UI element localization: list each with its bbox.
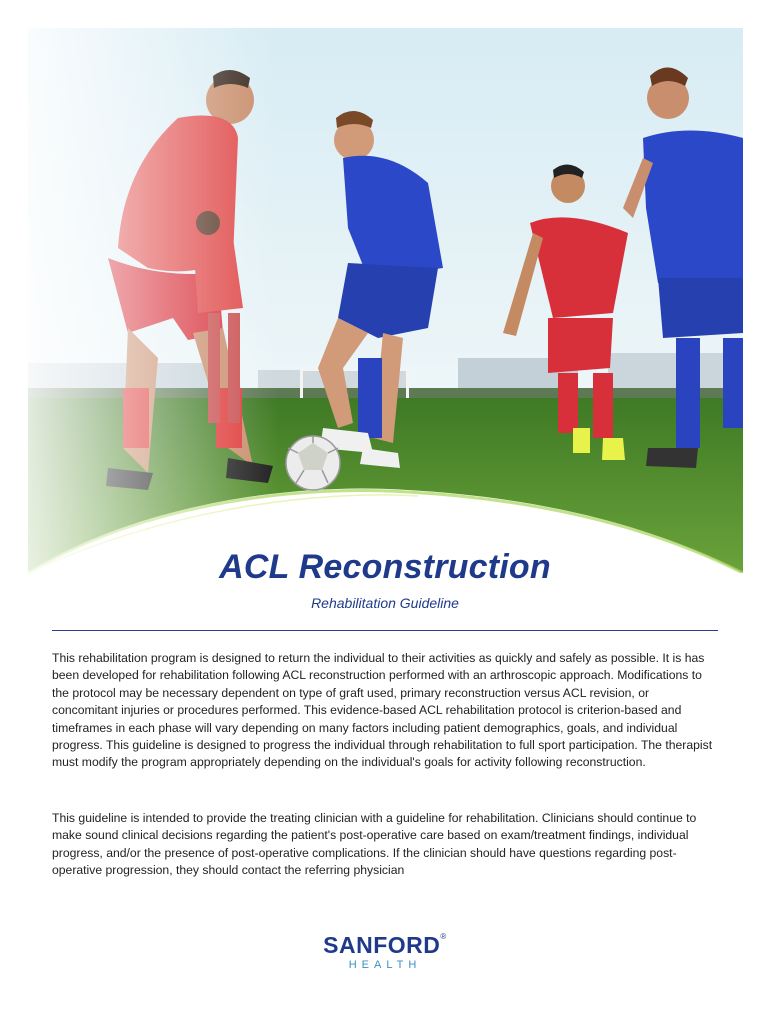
document-subtitle: Rehabilitation Guideline [311, 595, 459, 611]
intro-paragraph: This rehabilitation program is designed to return the individual to their activities as quickly and safely as possible. It is has been developed for rehabilitation following ACL reconstruction performed with an arthroscopic approach. Modifications to the protocol may be necessary dependent on type of graft used, primary reconstruction versus ACL revision, or concomitant injuries or procedures performed. This evidence-based ACL rehabilitation protocol is criterion-based and timeframes in each phase will vary depending on many factors including patient demographics, goals, and individual progress. This guideline is designed to progress the individual through rehabilitation to full sport participation. The therapist must modify the program appropriately depending on the individual's goals for activity following reconstruction. [52, 651, 713, 770]
logo-wordmark [300, 932, 470, 959]
sanford-health-logo [300, 932, 470, 978]
clinician-paragraph: This guideline is intended to provide the treating clinician with a guideline for rehabilitation. Clinicians should continue to make sound clinical decisions regarding the patient's post-operative care based on exam/treatment findings, individual progress, and/or the presence of post-operative complications. If the clinician should have questions regarding post-operative progression, they should contact the referring physician [52, 811, 697, 878]
hero-photo [28, 28, 743, 573]
title-divider [52, 630, 718, 631]
soccer-players-illustration [28, 28, 743, 573]
document-title: ACL Reconstruction [219, 548, 551, 586]
logo-registered-mark: ® [440, 932, 447, 941]
logo-subtext: HEALTH [348, 959, 422, 971]
logo-wordmark-text: SANFORD [323, 932, 441, 958]
